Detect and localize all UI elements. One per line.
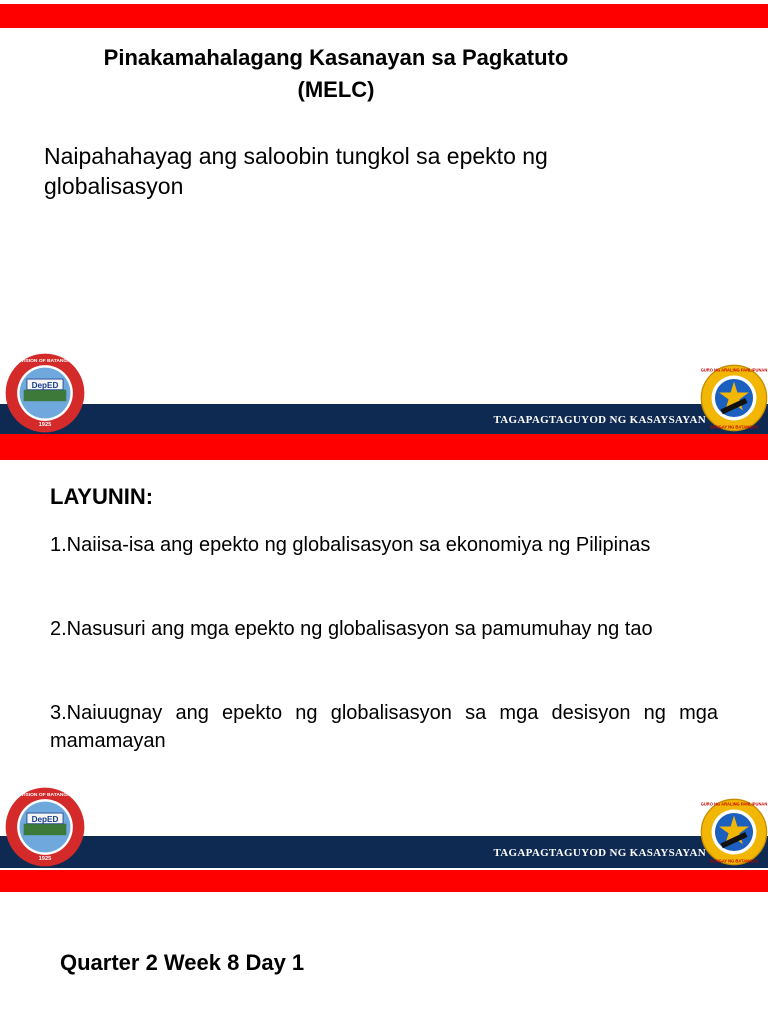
melc-title-line1: Pinakamahalagang Kasanayan sa Pagkatuto: [103, 45, 569, 70]
top-red-bar: [0, 434, 768, 460]
top-red-bar: [0, 4, 768, 28]
objective-item-3: 3.Naiuugnay ang epekto ng globalisasyon sa mga desisyon ng mga mamamayan: [50, 702, 718, 752]
objective-item-2: 2.Nasusuri ang mga epekto ng globalisasyon sa pamumuhay ng tao: [50, 618, 653, 640]
guro-seal-icon: [700, 364, 768, 432]
objective-item-1: 1.Naiisa-isa ang epekto ng globalisasyon sa ekonomiya ng Pilipinas: [50, 534, 651, 556]
division-seal-icon: [4, 786, 86, 868]
seal-right-ring-text: GURO NG ARALING PANLIPUNAN: [700, 801, 768, 807]
slide-melc: [0, 0, 768, 434]
seal-left-center-text: DepED: [31, 815, 59, 825]
slide-quarter: [0, 870, 768, 1024]
footer-band: [0, 404, 768, 434]
layunin-heading: LAYUNIN:: [50, 484, 154, 509]
seal-right-ring-text-bottom: SANGAY NG BATANGAS: [710, 424, 758, 430]
footer-tagline: TAGAPAGTAGUYOD NG KASAYSAYAN: [493, 414, 706, 426]
footer-tagline: TAGAPAGTAGUYOD NG KASAYSAYAN: [493, 847, 706, 859]
seal-left-ring-text: DIVISION OF BATANGAS: [15, 358, 75, 364]
seal-left-center-text: DepED: [31, 381, 59, 391]
seal-right-ring-text-bottom: SANGAY NG BATANGAS: [710, 858, 758, 864]
melc-competency: Naipahahayag ang saloobin tungkol sa epekto ng globalisasyon: [44, 143, 548, 199]
guro-seal-icon: [700, 798, 768, 866]
top-red-bar: [0, 870, 768, 892]
division-seal-icon: [4, 352, 86, 434]
footer-band: [0, 836, 768, 868]
seal-left-year: 1925: [38, 421, 52, 428]
seal-left-ring-text: DIVISION OF BATANGAS: [15, 792, 75, 798]
quarter-title: Quarter 2 Week 8 Day 1: [60, 950, 305, 975]
seal-left-year: 1925: [38, 855, 52, 862]
melc-title-line2: (MELC): [297, 77, 375, 102]
seal-right-ring-text: GURO NG ARALING PANLIPUNAN: [700, 367, 768, 373]
slide-layunin: [0, 434, 768, 870]
